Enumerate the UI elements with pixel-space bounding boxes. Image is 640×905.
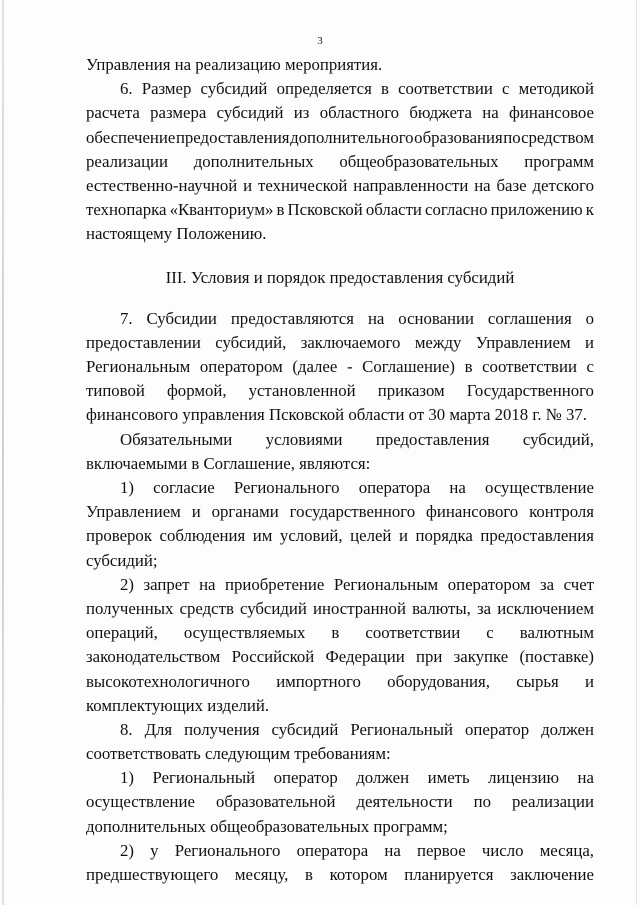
text-line: 1) Региональный оператор должен иметь лицензию на [120, 768, 594, 788]
text-line: настоящему Положению. [86, 224, 267, 244]
paragraph [86, 77, 594, 246]
text-line: 2) у Регионального оператора на первое число месяца, [120, 840, 594, 860]
text-line: полученных средств субсидий иностранной валюты, за исключением [86, 598, 594, 618]
section-heading-text: III. Условия и порядок предоставления субсидий [165, 267, 515, 287]
scan-edge-left [2, 0, 4, 905]
text-line: естественно-научной и технической направленности на базе детского [86, 175, 594, 195]
text-line: Управления на реализацию мероприятия. [86, 55, 383, 74]
text-line: проверок соблюдения им условий, целей и порядка предоставления [86, 526, 594, 546]
text-line: высокотехнологичного импортного оборудования, сырья и [86, 671, 594, 691]
scan-edge-right [636, 0, 637, 905]
paragraph [86, 573, 594, 718]
text-line: законодательством Российской Федерации при закупке (поставке) [86, 647, 594, 667]
document-body [86, 53, 594, 887]
text-line: финансового управления Псковской области от 30 марта 2018 г. № 37. [86, 405, 587, 425]
text-line: Управлением и органами государственного финансового контроля [86, 502, 594, 522]
text-line: предоставлении субсидий, заключаемого между Управлением и [86, 332, 594, 352]
text-line: расчета размера субсидий из областного бюджета на финансовое [86, 103, 594, 123]
text-line: комплектующих изделий. [86, 695, 270, 715]
paragraph [86, 718, 594, 766]
text-line: Региональным оператором (далее - Соглашение) в соответствии с [86, 357, 594, 377]
text-line: технопарка «Кванториум» в Псковской области согласно приложению к [86, 200, 594, 220]
text-line: типовой формой, установленной приказом Государственного [86, 381, 594, 401]
page-number: 3 [317, 35, 323, 47]
paragraph-gap [86, 290, 594, 307]
text-line: субсидий; [86, 550, 158, 570]
text-line: Обязательными условиями предоставления субсидий, [120, 429, 594, 449]
text-line: 6. Размер субсидий определяется в соответствии с методикой [120, 79, 594, 99]
paragraph [86, 476, 594, 573]
text-line: 2) запрет на приобретение Региональным оператором за счет [120, 574, 594, 594]
text-line: включаемыми в Соглашение, являются: [86, 453, 371, 473]
paragraph [86, 428, 594, 476]
section-heading [86, 266, 594, 290]
text-line: дополнительных общеобразовательных программ; [86, 816, 448, 836]
text-line: предшествующего месяцу, в котором планируется заключение [86, 865, 594, 884]
text-line: реализации дополнительных общеобразовательных программ [86, 151, 594, 171]
text-line: 7. Субсидии предоставляются на основании соглашения о [120, 308, 594, 328]
text-line: обеспечение предоставления дополнительного образования посредством [86, 127, 594, 147]
text-line: соответствовать следующим требованиям: [86, 744, 391, 764]
paragraph [86, 766, 594, 839]
text-line: 1) согласие Регионального оператора на осуществление [120, 478, 594, 497]
text-line: осуществление образовательной деятельности по реализации [86, 792, 594, 812]
paragraph [86, 53, 594, 77]
paragraph-gap [86, 247, 594, 266]
paragraph [86, 307, 594, 428]
text-line: операций, осуществляемых в соответствии с валютным [86, 623, 594, 643]
text-line: 8. Для получения субсидий Региональный оператор должен [120, 719, 594, 739]
paragraph [86, 839, 594, 887]
